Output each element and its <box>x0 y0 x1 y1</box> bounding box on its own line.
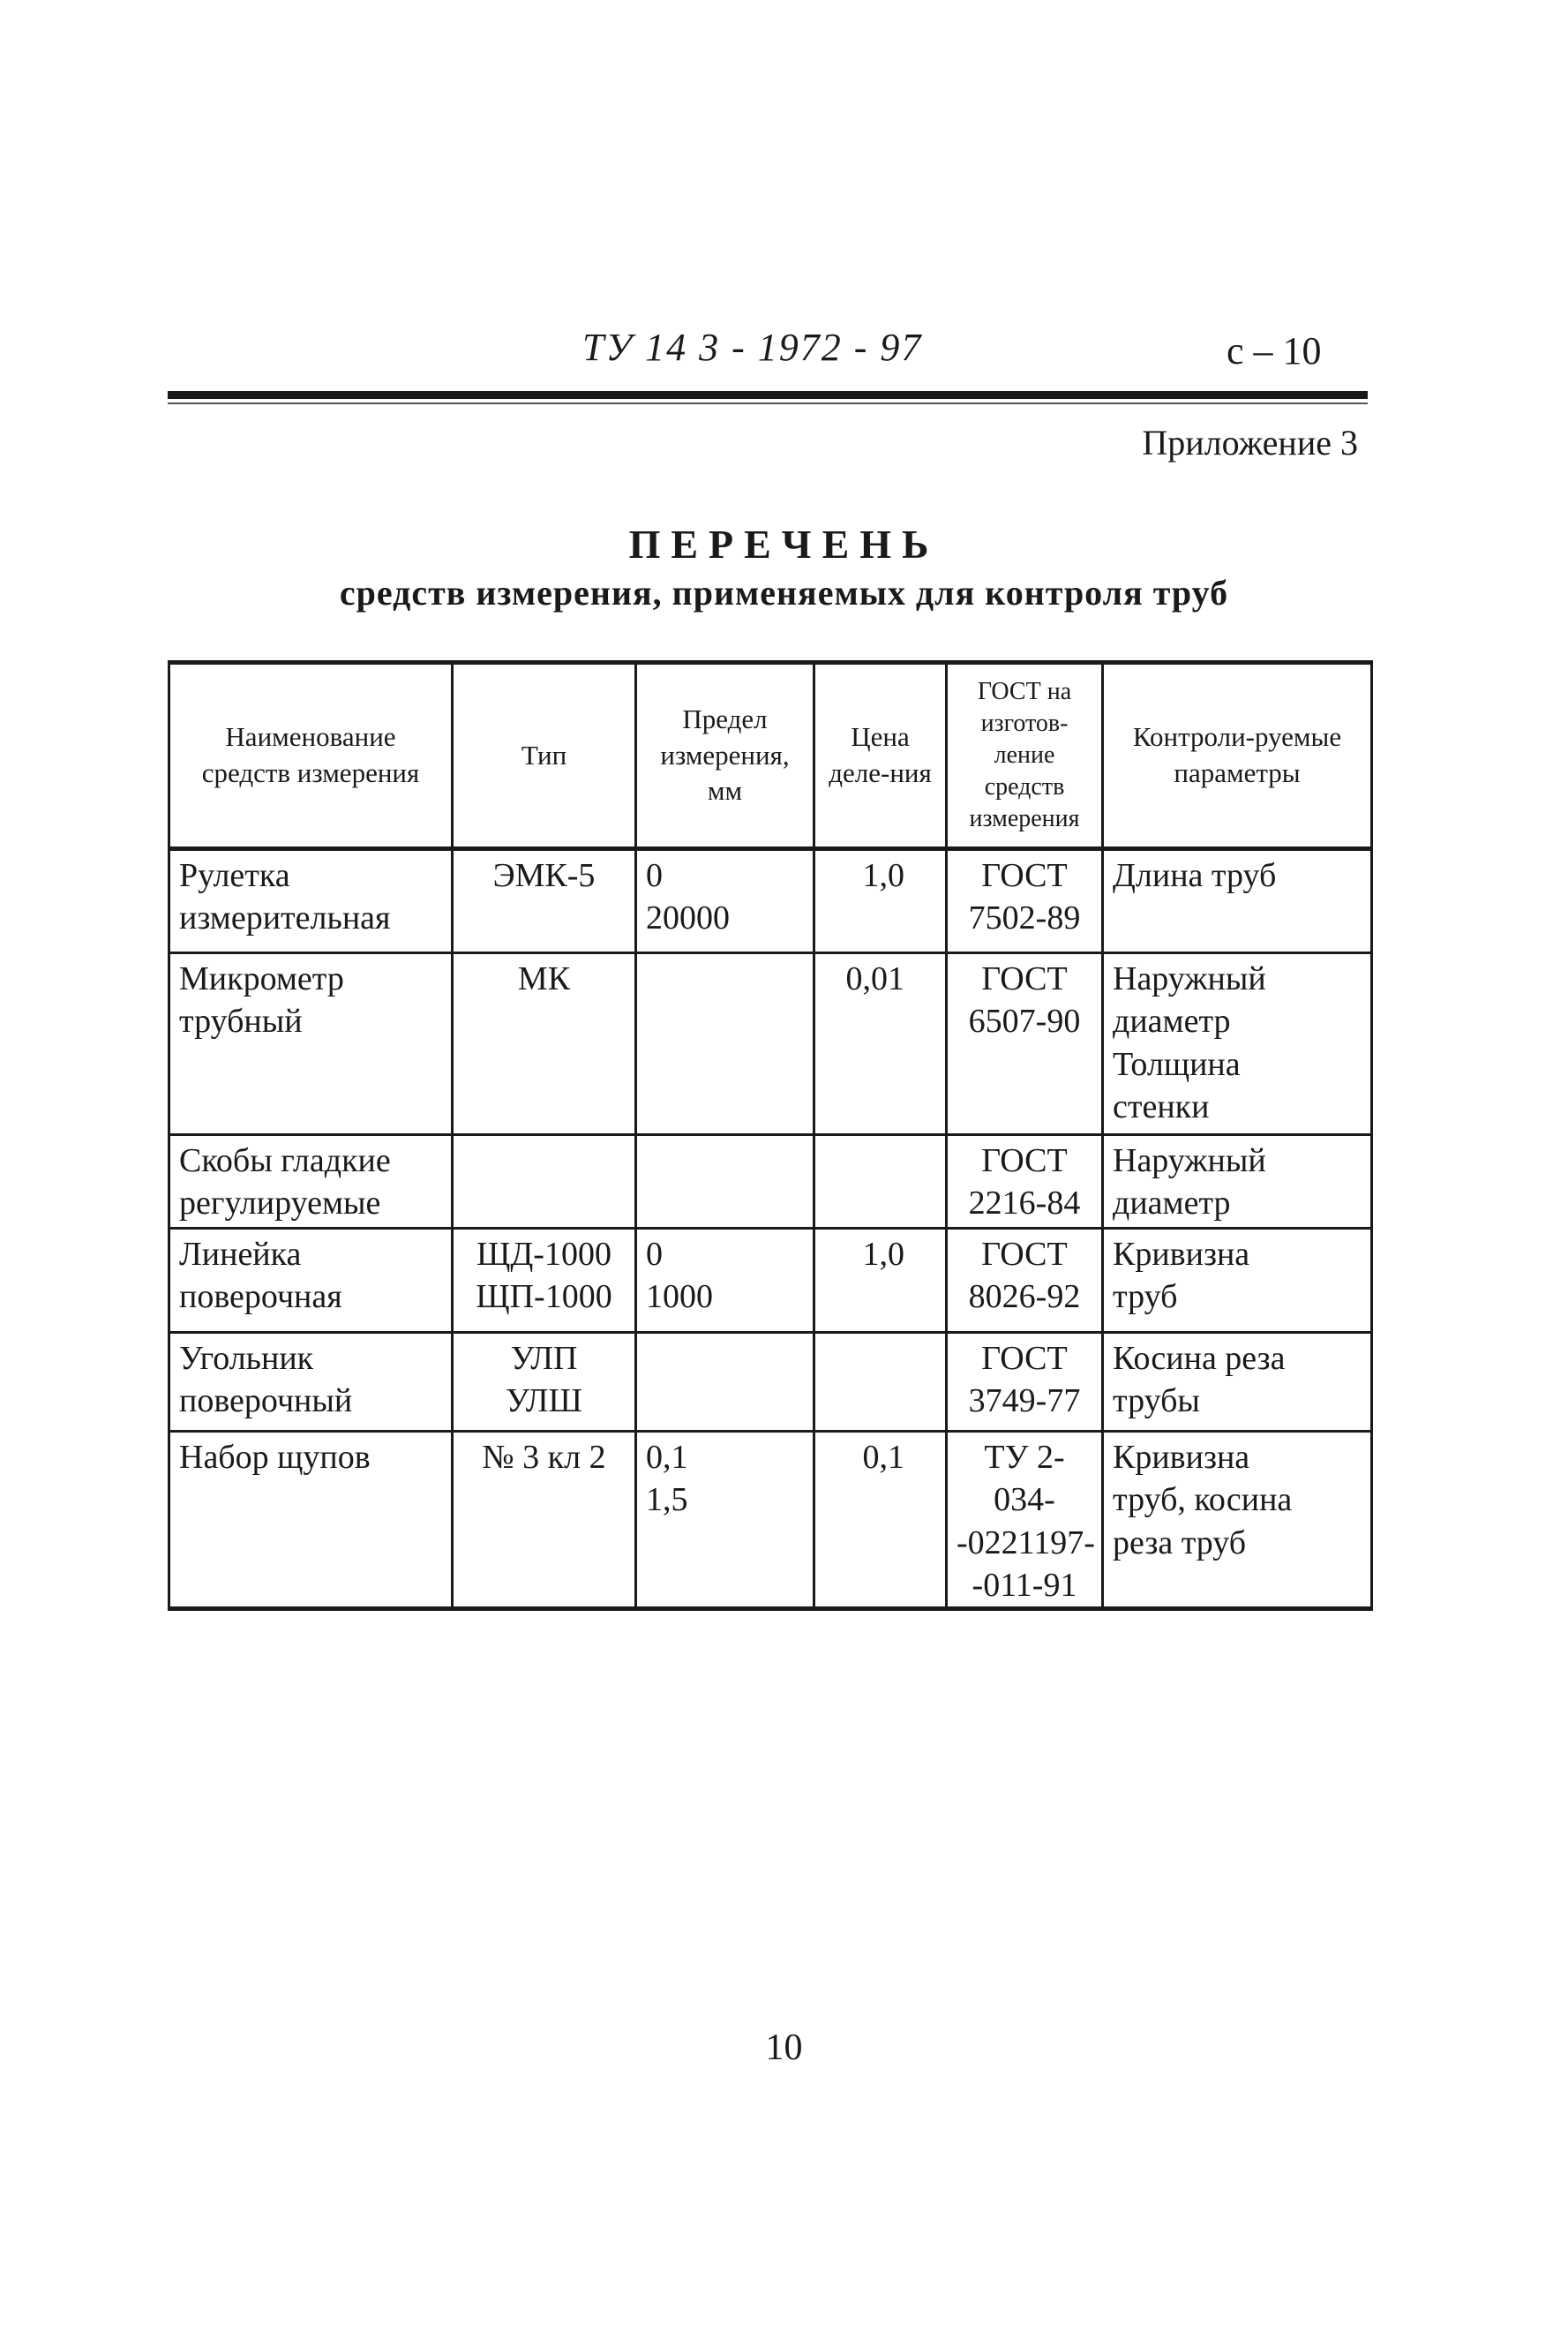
cell-params-line: труб, косина <box>1113 1481 1293 1519</box>
cell-name-line: Микрометр <box>179 960 344 997</box>
cell-division: 1,0 <box>814 1229 947 1333</box>
cell-division: 0,01 <box>814 953 947 1135</box>
cell-name-line: Набор щупов <box>179 1439 371 1476</box>
cell-division <box>814 1135 947 1229</box>
cell-name-line: Рулетка <box>179 857 290 894</box>
column-header-params: Контроли-руемые параметры <box>1103 663 1372 849</box>
cell-params <box>1103 953 1372 1135</box>
cell-limit-line: 1,5 <box>646 1481 688 1519</box>
cell-name <box>169 1229 453 1333</box>
column-header-type: Тип <box>453 663 636 849</box>
cell-limit-line: 0 <box>646 1236 663 1273</box>
cell-gost-line: ТУ 2-034- <box>984 1439 1065 1519</box>
cell-type <box>453 1229 636 1333</box>
cell-gost-line: 6507-90 <box>968 1003 1081 1041</box>
cell-gost <box>947 953 1103 1135</box>
cell-limit-line: 0,1 <box>646 1439 688 1476</box>
table-row <box>169 953 1372 1135</box>
cell-type-line: МК <box>517 960 571 997</box>
cell-gost-line: 8026-92 <box>968 1278 1081 1316</box>
cell-name-line: Угольник <box>179 1340 314 1377</box>
cell-type-line: УЛП <box>510 1340 578 1377</box>
cell-params-line: Кривизна <box>1113 1236 1250 1273</box>
cell-limit <box>636 1229 814 1333</box>
cell-gost-line: ГОСТ <box>981 857 1068 894</box>
cell-gost <box>947 849 1103 953</box>
cell-name <box>169 1333 453 1432</box>
cell-limit <box>636 953 814 1135</box>
cell-gost <box>947 1432 1103 1609</box>
cell-type-line: ЩП-1000 <box>476 1278 612 1316</box>
cell-params-line: труб <box>1113 1278 1178 1316</box>
cell-params-line: Наружный <box>1113 1142 1266 1179</box>
cell-params-line: Кривизна <box>1113 1439 1250 1476</box>
cell-limit <box>636 1333 814 1432</box>
cell-type <box>453 1135 636 1229</box>
cell-name-line: регулируемые <box>179 1185 381 1222</box>
cell-name-line: Линейка <box>179 1236 302 1273</box>
cell-name <box>169 849 453 953</box>
cell-params-line: Длина труб <box>1113 857 1277 894</box>
cell-limit <box>636 849 814 953</box>
appendix-label: Приложение 3 <box>1142 423 1358 463</box>
cell-gost-line: ГОСТ <box>981 1340 1068 1377</box>
cell-params <box>1103 1229 1372 1333</box>
page-code: с – 10 <box>1227 329 1322 372</box>
cell-name-line: поверочная <box>179 1278 342 1316</box>
document-subtitle: средств измерения, применяемых для контроля труб <box>339 573 1229 613</box>
cell-name <box>169 1432 453 1609</box>
cell-name-line: трубный <box>179 1003 303 1041</box>
cell-division <box>814 1333 947 1432</box>
cell-type-line: ЭМК-5 <box>492 857 596 894</box>
column-header-gost: ГОСТ на изготов-ление средств измерения <box>947 663 1103 849</box>
cell-type-line: № 3 кл 2 <box>482 1439 606 1476</box>
cell-gost-line: 3749-77 <box>968 1382 1081 1420</box>
cell-name <box>169 953 453 1135</box>
cell-gost-line: 2216-84 <box>968 1185 1081 1222</box>
cell-gost-line: -011-91 <box>972 1566 1077 1604</box>
table-row <box>169 1135 1372 1229</box>
column-header-name: Наименование средств измерения <box>169 663 453 849</box>
cell-name <box>169 1135 453 1229</box>
cell-name-line: поверочный <box>179 1382 353 1420</box>
page-number: 10 <box>765 2027 803 2068</box>
cell-gost <box>947 1333 1103 1432</box>
cell-division: 0,1 <box>814 1432 947 1609</box>
column-header-limit: Предел измерения, мм <box>636 663 814 849</box>
cell-params <box>1103 1333 1372 1432</box>
cell-params <box>1103 1135 1372 1229</box>
cell-type-line: ЩД-1000 <box>476 1236 611 1273</box>
cell-params-line: реза труб <box>1113 1523 1247 1561</box>
cell-params-line: диаметр <box>1113 1003 1231 1041</box>
document-title: ПЕРЕЧЕНЬ <box>628 522 940 567</box>
table-header-row <box>169 663 1372 849</box>
cell-type <box>453 953 636 1135</box>
cell-name-line: Скобы гладкие <box>179 1142 391 1179</box>
cell-limit-line: 0 <box>646 857 663 894</box>
column-header-division: Цена деле-ния <box>814 663 947 849</box>
cell-limit <box>636 1432 814 1609</box>
cell-params-line: стенки <box>1113 1087 1210 1125</box>
cell-limit-line: 1000 <box>646 1278 713 1316</box>
table-row <box>169 1432 1372 1609</box>
header-rule-thin <box>168 402 1368 404</box>
cell-gost-line: ГОСТ <box>981 1236 1068 1273</box>
cell-gost-line: 7502-89 <box>968 899 1081 937</box>
instruments-table <box>168 660 1373 1611</box>
cell-division: 1,0 <box>814 849 947 953</box>
cell-gost-line: ГОСТ <box>981 960 1068 997</box>
cell-params-line: Толщина <box>1113 1045 1241 1083</box>
cell-limit <box>636 1135 814 1229</box>
cell-params-line: трубы <box>1113 1382 1200 1420</box>
cell-params-line: Косина реза <box>1113 1340 1286 1377</box>
cell-gost <box>947 1135 1103 1229</box>
cell-type <box>453 1432 636 1609</box>
cell-params <box>1103 1432 1372 1609</box>
document-code: ТУ 14 3 - 1972 - 97 <box>582 326 923 369</box>
cell-gost-line: ГОСТ <box>981 1142 1068 1179</box>
cell-gost <box>947 1229 1103 1333</box>
table-row <box>169 1333 1372 1432</box>
cell-type <box>453 849 636 953</box>
table-row <box>169 1229 1372 1333</box>
cell-gost-line: -0221197- <box>957 1523 1095 1561</box>
cell-name-line: измерительная <box>179 899 391 937</box>
cell-limit-line: 20000 <box>646 899 730 937</box>
cell-params-line: Наружный <box>1113 960 1266 997</box>
header-rule <box>168 391 1368 399</box>
cell-params-line: диаметр <box>1113 1185 1231 1222</box>
cell-params <box>1103 849 1372 953</box>
cell-type-line: УЛШ <box>506 1382 582 1420</box>
table-row <box>169 849 1372 953</box>
cell-type <box>453 1333 636 1432</box>
